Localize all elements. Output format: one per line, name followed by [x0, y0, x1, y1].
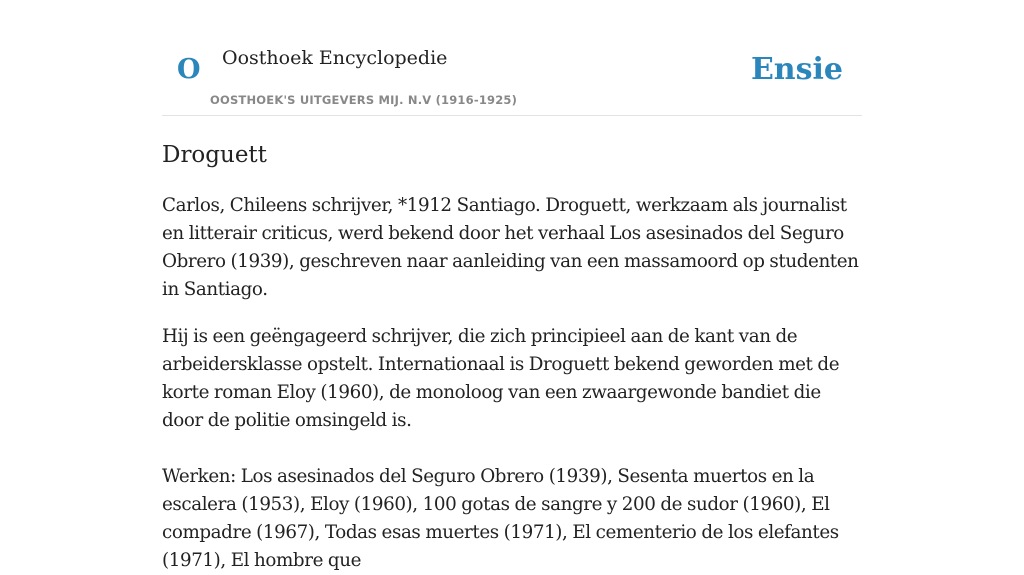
article-title: Droguett: [162, 142, 267, 168]
site-logo[interactable]: O: [177, 54, 201, 85]
site-header: [162, 0, 862, 116]
site-title[interactable]: Oosthoek Encyclopedie: [222, 47, 448, 69]
page-container: [162, 0, 862, 575]
article-paragraph: Carlos, Chileens schrijver, *1912 Santiago. Droguett, werkzaam als journalist en litterair criticus, werd bekend door het verhaal Los asesinados del Seguro Obrero (1939), geschreven naar aanleiding van een massamoord op studenten in Santiago.: [162, 195, 859, 300]
article: [162, 140, 862, 575]
article-paragraph: Hij is een geëngageerd schrijver, die zich principieel aan de kant van de arbeidersklasse opstelt. Internationaal is Droguett bekend geworden met de korte roman Eloy (1960), de monoloog van een zwaargewonde bandiet die door de politie omsingeld is.: [162, 326, 840, 431]
article-paragraph: Werken: Los asesinados del Seguro Obrero (1939), Sesenta muertos en la escalera (1953), Eloy (1960), 100 gotas de sangre y 200 de sudor (1960), El compadre (1967), Todas esas muertes (1971), El cementerio de los elefantes (1971), El hombre que: [162, 466, 839, 571]
brand-link[interactable]: Ensie: [750, 52, 843, 87]
site-subtitle: OOSTHOEK'S UITGEVERS MIJ. N.V (1916-1925): [210, 93, 518, 107]
